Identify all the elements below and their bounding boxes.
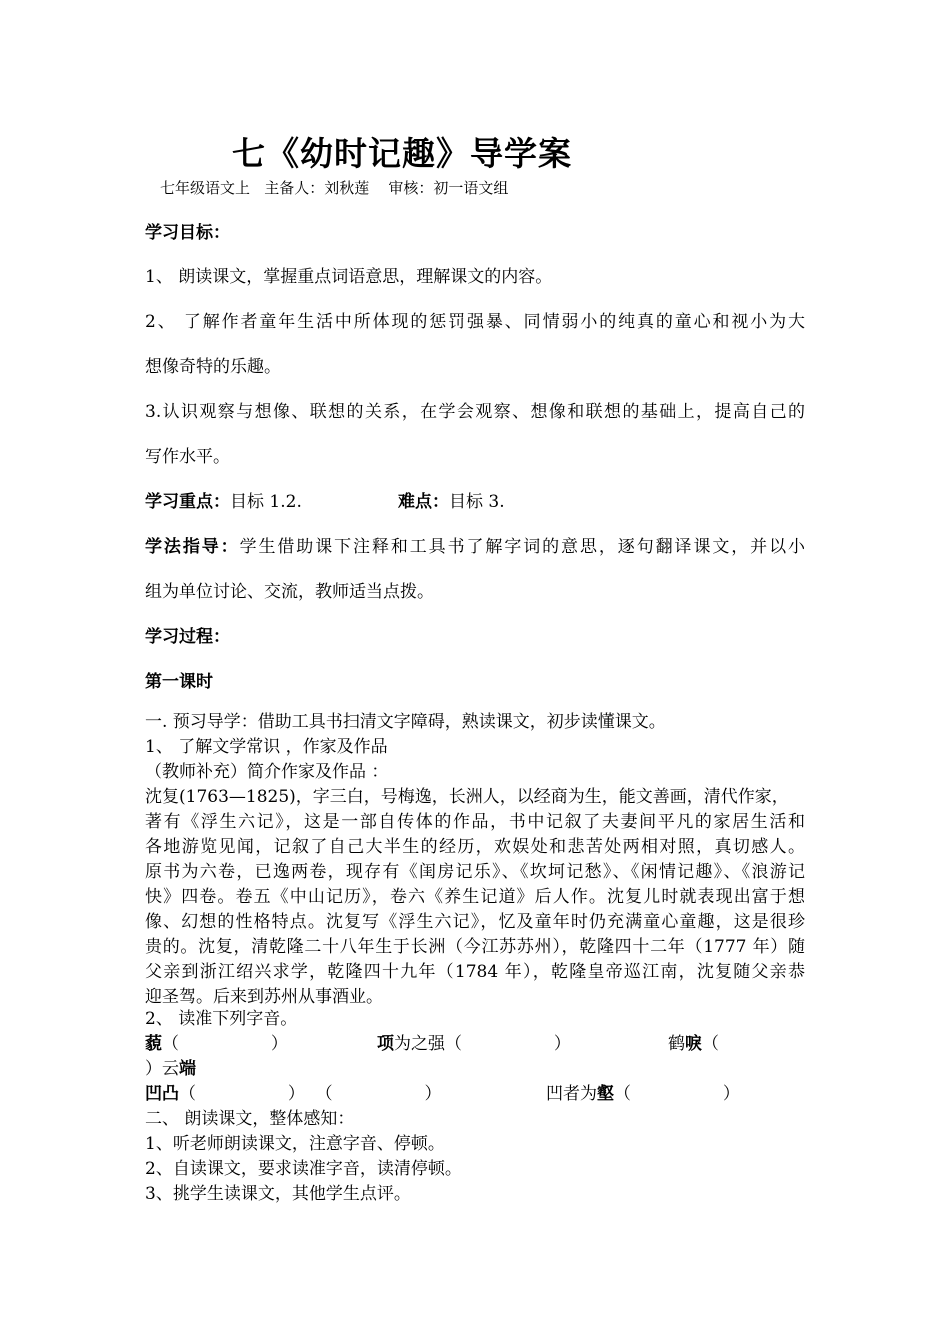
process-heading: 学习过程： <box>145 627 230 647</box>
part-2-item-1: 1、听老师朗读课文，注意字音、停顿。 <box>145 1134 445 1154</box>
difficulty-label: 难点： <box>398 492 449 512</box>
part-2-title: 二、 朗读课文，整体感知： <box>145 1109 355 1129</box>
pronounce-word-3-cont <box>145 1054 196 1079</box>
bio-line-5: 快》四卷。卷五《中山记历》，卷六《养生记道》后人作。沈复儿时就表现出富于想 <box>145 887 805 907</box>
keypoints-row <box>145 487 302 512</box>
blank-li: （ <box>702 1034 719 1054</box>
blank-he-valley: （ ） <box>614 1084 740 1104</box>
page-title: 七《幼时记趣》导学案 <box>232 134 572 173</box>
keypoints-label: 学习重点： <box>145 492 230 512</box>
goal-2-line-2: 想像奇特的乐趣。 <box>145 357 281 377</box>
pronounce-word-5 <box>546 1079 740 1104</box>
word-li: 唳 <box>685 1034 702 1054</box>
bio-line-3: 各地游览见闻，记叙了自己大半生的经历，欢娱处和悲苦处两相对照，真切感人。 <box>145 837 805 857</box>
goal-3-line-2: 写作水平。 <box>145 447 230 467</box>
method-line-2: 组为单位讨论、交流，教师适当点拨。 <box>145 582 434 602</box>
goal-3-line-1: 3.认识观察与想像、联想的关系，在学会观察、想像和联想的基础上，提高自己的 <box>145 402 805 422</box>
part-1-intro: （教师补充）简介作家及作品 ： <box>145 762 389 782</box>
blank-aotu: （ ） （ ） <box>179 1084 442 1104</box>
bio-line-2: 著有《浮生六记》，这是一部自传体的作品，书中记叙了夫妻间平凡的家居生活和 <box>145 812 805 832</box>
bio-line-1: 沈复(1763—1825)，字三白，号梅逸，长洲人，以经商为生，能文善画，清代作家， <box>145 787 789 807</box>
word-duan: 端 <box>179 1059 196 1079</box>
part-1-item-2: 2、 读准下列字音。 <box>145 1009 298 1029</box>
pronounce-word-4 <box>145 1079 442 1104</box>
bio-line-6: 像、幻想的性格特点。沈复写《浮生六记》，忆及童年时仍充满童心童趣，这是很珍 <box>145 912 805 932</box>
goals-heading: 学习目标： <box>145 223 230 243</box>
part-2-item-3: 3、挑学生读课文，其他学生点评。 <box>145 1184 411 1204</box>
difficulty-row <box>398 487 505 512</box>
word-he: 鹤 <box>668 1034 685 1054</box>
word-xiang: 项 <box>377 1034 394 1054</box>
method-label: 学法指导： <box>145 537 240 557</box>
keypoints-value: 目标 1.2. <box>230 492 302 512</box>
method-line-1 <box>145 532 805 557</box>
bio-line-7: 贵的。沈复，清乾隆二十八年生于长洲（今江苏苏州），乾隆四十二年（1777 年）随 <box>145 937 805 957</box>
lesson-1-heading: 第一课时 <box>145 672 213 692</box>
pronounce-word-2 <box>377 1029 571 1054</box>
word-aozhewei: 凹者为 <box>546 1084 597 1104</box>
pronounce-word-3 <box>668 1029 719 1054</box>
document-subtitle: 七年级语文上 主备人：刘秋莲 审核：初一语文组 <box>160 179 509 197</box>
word-aotu: 凹凸 <box>145 1084 179 1104</box>
bio-line-9: 迎圣驾。后来到苏州从事酒业。 <box>145 987 383 1007</box>
goal-2-line-1: 2、 了解作者童年生活中所体现的惩罚强暴、同情弱小的纯真的童心和视小为大 <box>145 312 805 332</box>
part-1-title: 一. 预习导学：借助工具书扫清文字障碍，熟读课文，初步读懂课文。 <box>145 712 666 732</box>
pronounce-word-1 <box>145 1029 288 1054</box>
part-2-item-2: 2、自读课文，要求读准字音，读清停顿。 <box>145 1159 462 1179</box>
word-miao: 藐 <box>145 1034 162 1054</box>
blank-xiang: 为之强（ ） <box>394 1034 571 1054</box>
bio-line-8: 父亲到浙江绍兴求学，乾隆四十九年（1784 年），乾隆皇帝巡江南，沈复随父亲恭 <box>145 962 805 982</box>
bio-line-4: 原书为六卷，已逸两卷，现存有《闺房记乐》、《坎坷记愁》、《闲情记趣》、《浪游记 <box>145 862 805 882</box>
word-he-valley: 壑 <box>597 1084 614 1104</box>
difficulty-value: 目标 3. <box>449 492 505 512</box>
word-yun: ）云 <box>145 1059 179 1079</box>
blank-miao: （ ） <box>162 1034 288 1054</box>
method-text-1: 学生借助课下注释和工具书了解字词的意思，逐句翻译课文，并以小 <box>239 537 806 557</box>
part-1-item-1: 1、 了解文学常识 ，作家及作品 <box>145 737 388 757</box>
goal-1: 1、 朗读课文，掌握重点词语意思，理解课文的内容。 <box>145 267 553 287</box>
